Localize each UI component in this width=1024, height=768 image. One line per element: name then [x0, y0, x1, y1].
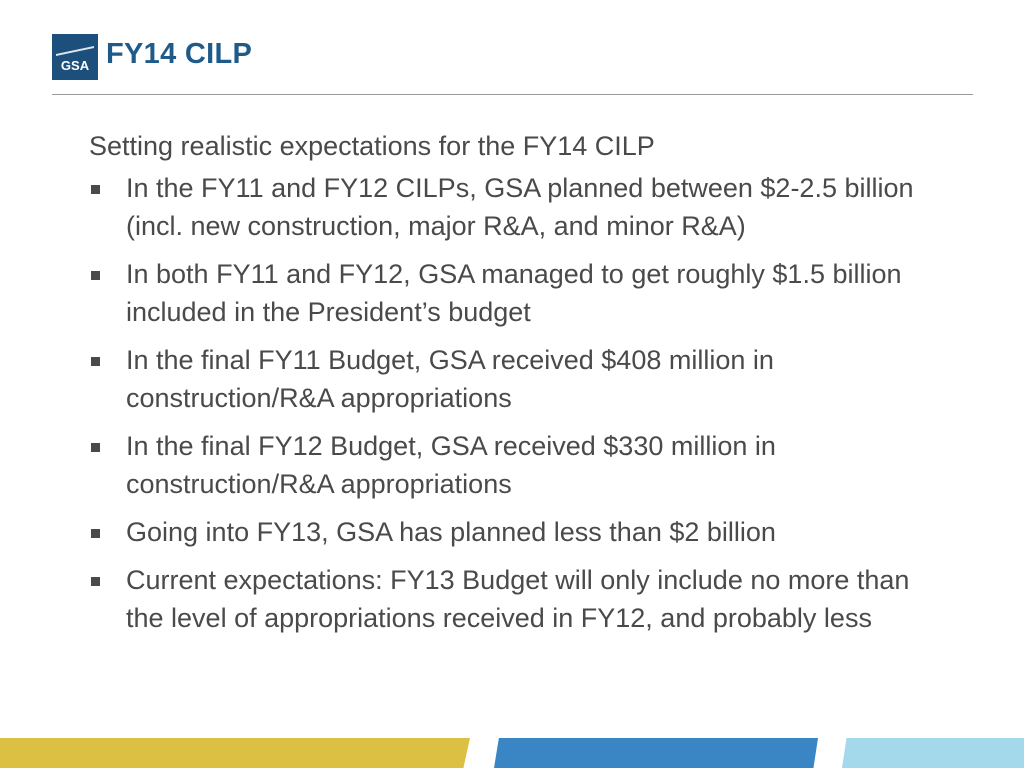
bullet-item — [89, 169, 949, 245]
square-bullet-icon — [91, 443, 100, 452]
bullet-item — [89, 561, 949, 637]
gsa-logo — [52, 34, 98, 80]
slide-title: FY14 CILP — [106, 38, 253, 70]
slide-body — [89, 127, 949, 647]
bullet-text: In the final FY11 Budget, GSA received $408 million in construction/R&A appropriations — [126, 345, 774, 413]
square-bullet-icon — [91, 271, 100, 280]
bullet-text: Going into FY13, GSA has planned less than $2 billion — [126, 517, 776, 547]
bullet-item — [89, 255, 949, 331]
bullet-list — [89, 169, 949, 637]
bullet-text: In both FY11 and FY12, GSA managed to get roughly $1.5 billion included in the President’s budget — [126, 259, 902, 327]
square-bullet-icon — [91, 357, 100, 366]
gsa-logo-mark — [52, 34, 98, 80]
bullet-item — [89, 341, 949, 417]
bullet-text: In the FY11 and FY12 CILPs, GSA planned between $2-2.5 billion (incl. new construction, major R&A, and minor R&A) — [126, 173, 914, 241]
bullet-item — [89, 513, 949, 551]
footer-bar-light-blue — [842, 738, 1024, 768]
intro-text: Setting realistic expectations for the FY14 CILP — [89, 131, 655, 161]
title-divider — [52, 94, 973, 95]
gsa-logo-text: GSA — [60, 58, 90, 73]
square-bullet-icon — [91, 529, 100, 538]
bullet-item — [89, 427, 949, 503]
footer-bar-blue — [494, 738, 818, 768]
square-bullet-icon — [91, 577, 100, 586]
footer-bar-yellow — [0, 738, 470, 768]
bullet-text: Current expectations: FY13 Budget will only include no more than the level of appropriations received in FY12, and probably less — [126, 565, 910, 633]
square-bullet-icon — [91, 185, 100, 194]
bullet-text: In the final FY12 Budget, GSA received $330 million in construction/R&A appropriations — [126, 431, 776, 499]
